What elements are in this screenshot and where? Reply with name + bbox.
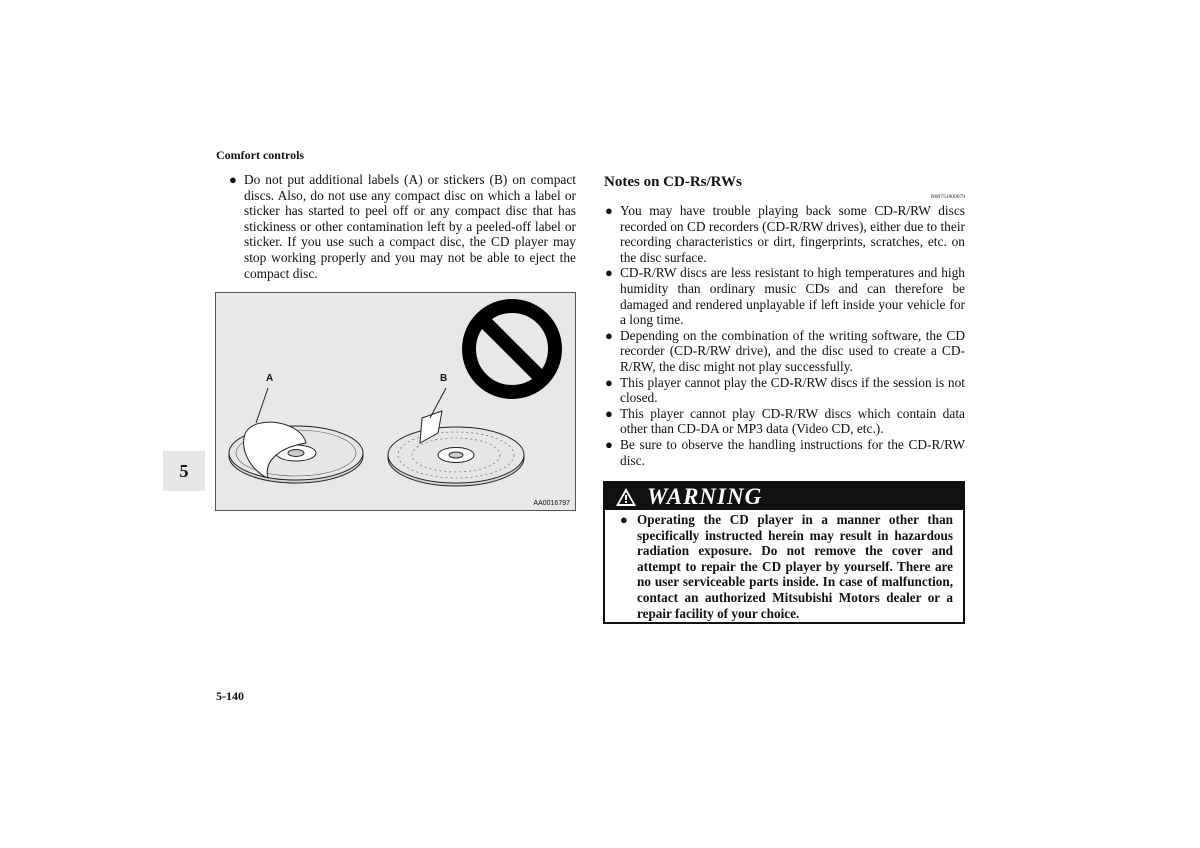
warning-title: WARNING [647,483,763,509]
right-column [604,172,965,468]
warning-triangle-icon [615,487,637,507]
bullet-icon: ● [620,512,628,527]
bullet-icon: ● [229,172,237,187]
left-column [228,172,576,281]
chapter-tab: 5 [163,451,205,491]
list-item-text: This player cannot play the CD-R/RW discs if the session is not closed. [620,374,965,406]
figure-code: AA0016797 [533,500,570,507]
list-item [604,437,965,468]
prohibited-icon [469,306,555,392]
bullet-icon: ● [605,327,613,343]
illustration-drawing [216,293,575,510]
list-item-text: This player cannot play CD-R/RW discs which contain data other than CD-DA or MP3 data (Video CD, etc.). [620,405,965,437]
list-item-text: Do not put additional labels (A) or stickers (B) on compact discs. Also, do not use any compact disc on which a label or sticker has started to peel off or any compact disc that has stickiness or other contamination left by a peeled-off label or sticker. If you use such a compact disc, the CD player may stop working properly and you may not be able to eject the compact disc. [244,172,576,281]
list-item-text: You may have trouble playing back some CD-R/RW discs recorded on CD recorders (CD-R/RW drives), either due to their recording characteristics or dirt, fingerprints, scratches, etc. on the disc surface. [620,203,965,265]
label-b: B [440,373,448,384]
list-item [604,265,965,327]
list-item [604,406,965,437]
bullet-icon: ● [605,405,613,421]
warning-body [605,510,963,621]
list-item-text: CD-R/RW discs are less resistant to high temperatures and high humidity than ordinary music CDs and can therefore be damaged and rendered unplayable if left inside your vehicle for a long time. [620,265,965,328]
warning-box [603,481,965,624]
bullet-icon: ● [605,265,613,281]
list-item [619,512,953,621]
bullet-icon: ● [605,203,613,218]
section-title: Notes on CD-Rs/RWs [604,174,742,190]
list-item-text: Operating the CD player in a manner other than specifically instructed herein may result in hazardous radiation exposure. Do not remove the cover and attempt to repair the CD player by yourself. There are no user serviceable parts inside. In case of malfunction, contact an authorized Mitsubishi Motors dealer or a repair facility of your choice. [637,512,953,621]
warning-header [605,483,963,510]
section-header: Comfort controls [216,148,305,162]
left-bullet-list [228,172,576,281]
bullet-icon: ● [605,374,613,390]
list-item [228,172,576,281]
list-item [604,375,965,406]
disc-with-label [229,388,363,483]
bullet-icon: ● [605,436,613,452]
label-a: A [266,373,274,384]
list-item [604,203,965,265]
page-number: 5-140 [216,689,244,703]
section-code: N00751900079 [930,194,965,200]
list-item [604,328,965,375]
disc-illustration [215,292,576,511]
list-item-text: Depending on the combination of the writing software, the CD recorder (CD-R/RW drive), and the disc used to create a CD-R/RW, the disc might not play successfully. [620,327,965,374]
disc-with-sticker [388,388,524,486]
list-item-text: Be sure to observe the handling instructions for the CD-R/RW disc. [620,436,965,468]
warning-bullet-list [619,512,953,621]
notes-bullet-list [604,203,965,468]
